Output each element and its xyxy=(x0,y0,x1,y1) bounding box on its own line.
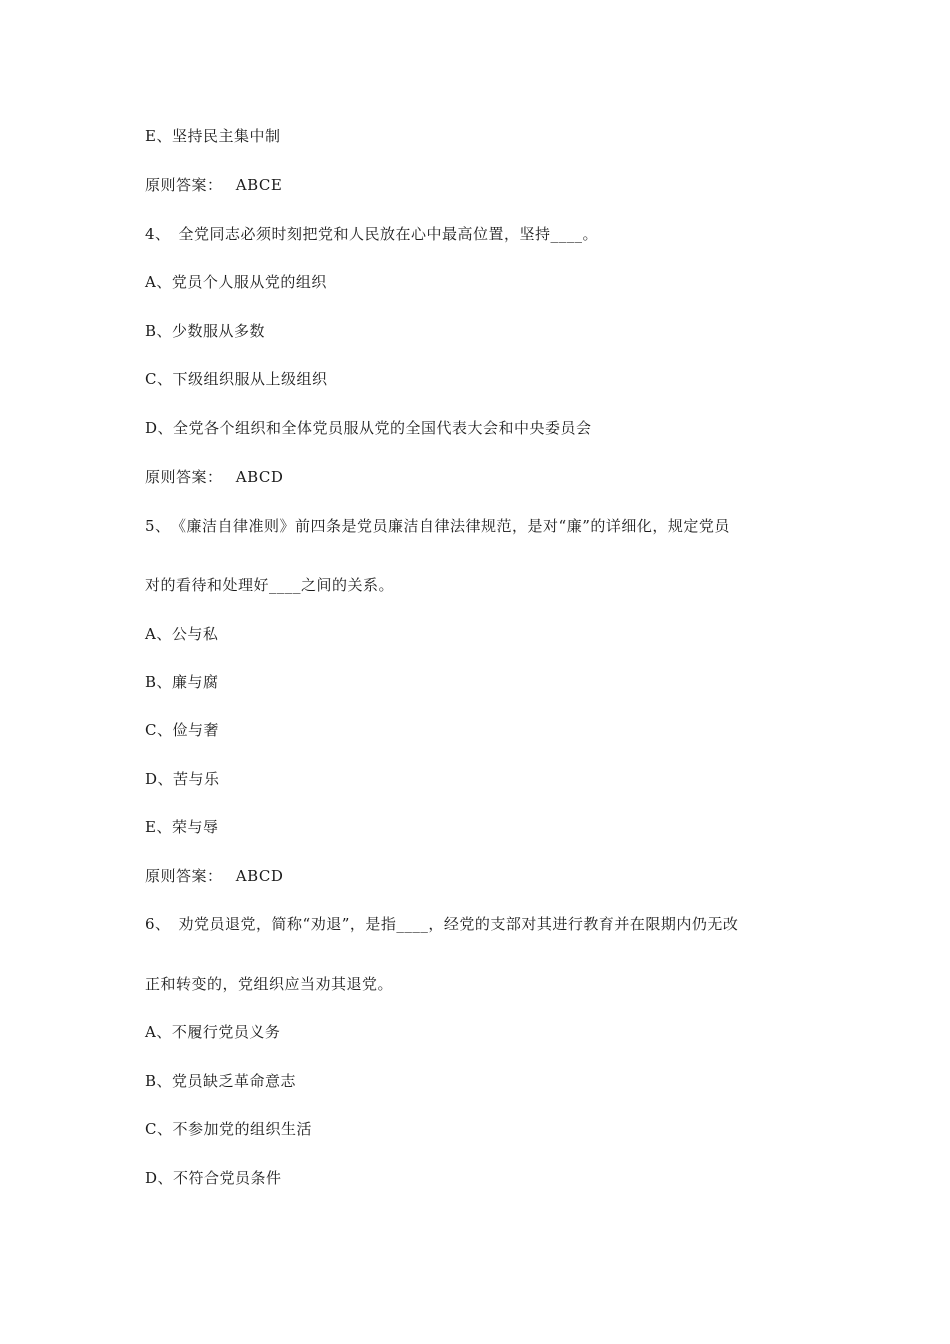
q5-option-a: A、公与私 xyxy=(145,625,219,643)
q6-option-b: B、党员缺乏革命意志 xyxy=(145,1072,297,1090)
q4-option-b: B、少数服从多数 xyxy=(145,322,266,340)
q4-option-c: C、下级组织服从上级组织 xyxy=(145,370,328,388)
q4-option-d: D、全党各个组织和全体党员服从党的全国代表大会和中央委员会 xyxy=(145,419,592,437)
q4-stem: 4、 全党同志必须时刻把党和人民放在心中最高位置，坚持____。 xyxy=(145,225,599,243)
q5-stem-line1: 5、 《廉洁自律准则》前四条是党员廉洁自律法律规范，是对“廉”的详细化，规定党员 xyxy=(145,517,730,535)
q6-stem-line2: 正和转变的，党组织应当劝其退党。 xyxy=(145,975,394,993)
q5-answer: 原则答案： ABCD xyxy=(145,867,284,885)
q5-option-c: C、俭与奢 xyxy=(145,721,219,739)
q6-stem-line1: 6、 劝党员退党，简称“劝退”，是指____，经党的支部对其进行教育并在限期内仍无改 xyxy=(145,915,739,933)
q5-option-b: B、廉与腐 xyxy=(145,673,219,691)
q3-answer: 原则答案： ABCE xyxy=(145,176,283,194)
q6-option-a: A、不履行党员义务 xyxy=(145,1023,281,1041)
q4-option-a: A、党员个人服从党的组织 xyxy=(145,273,327,291)
q6-option-d: D、不符合党员条件 xyxy=(145,1169,282,1187)
q6-option-c: C、不参加党的组织生活 xyxy=(145,1120,312,1138)
q3-option-e: E、坚持民主集中制 xyxy=(145,127,281,145)
q5-option-e: E、荣与辱 xyxy=(145,818,219,836)
q4-answer: 原则答案： ABCD xyxy=(145,468,284,486)
q5-option-d: D、苦与乐 xyxy=(145,770,220,788)
q5-stem-line2: 对的看待和处理好____之间的关系。 xyxy=(145,576,395,594)
